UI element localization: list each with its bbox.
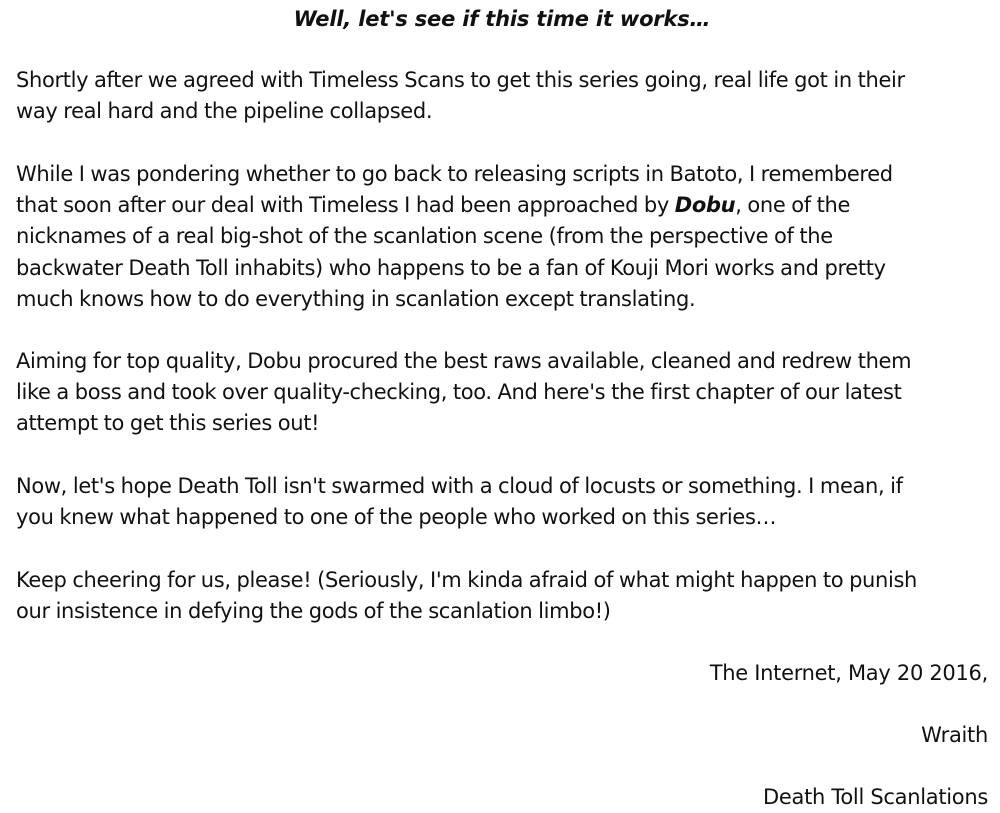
- paragraph-line: Shortly after we agreed with Timeless Scans to get this series going, real life got in their: [16, 68, 905, 92]
- document-title: Well, let's see if this time it works…: [293, 7, 711, 31]
- paragraph-line: our insistence in defying the gods of the scanlation limbo!): [16, 599, 611, 624]
- paragraph-locusts: [16, 471, 988, 533]
- paragraph-line: Keep cheering for us, please! (Seriously, I'm kinda afraid of what might happen to punish: [16, 568, 918, 592]
- text-segment: that soon after our deal with Timeless I had been approached by: [16, 193, 675, 218]
- paragraph-line: Aiming for top quality, Dobu procured the best raws available, cleaned and redrew them: [16, 349, 912, 373]
- paragraph-line: attempt to get this series out!: [16, 411, 320, 436]
- paragraph-line: like a boss and took over quality-checking, too. And here's the first chapter of our latest: [16, 380, 902, 405]
- paragraph-line: While I was pondering whether to go back to releasing scripts in Batoto, I remembered: [16, 162, 893, 186]
- signature-author: Wraith: [921, 723, 988, 747]
- paragraph-intro: [16, 65, 988, 127]
- paragraph-line: way real hard and the pipeline collapsed.: [16, 99, 433, 124]
- paragraph-line: [16, 190, 988, 221]
- document-page: [16, 0, 988, 810]
- paragraph-dobu: [16, 159, 988, 315]
- emphasized-name: Dobu: [674, 193, 736, 218]
- paragraph-line: nicknames of a real big-shot of the scanlation scene (from the perspective of the: [16, 224, 833, 249]
- paragraph-line: backwater Death Toll inhabits) who happens to be a fan of Kouji Mori works and pretty: [16, 255, 886, 280]
- paragraph-line: Now, let's hope Death Toll isn't swarmed with a cloud of locusts or something. I mean, if: [16, 474, 903, 498]
- paragraph-line: you knew what happened to one of the people who worked on this series…: [16, 505, 777, 530]
- paragraph-cheering: [16, 565, 988, 627]
- paragraph-line: much knows how to do everything in scanlation except translating.: [16, 286, 696, 311]
- text-segment: , one of the: [735, 193, 851, 218]
- signature-place-date: The Internet, May 20 2016,: [709, 661, 988, 685]
- signature-group: Death Toll Scanlations: [763, 785, 988, 809]
- paragraph-quality: [16, 346, 988, 440]
